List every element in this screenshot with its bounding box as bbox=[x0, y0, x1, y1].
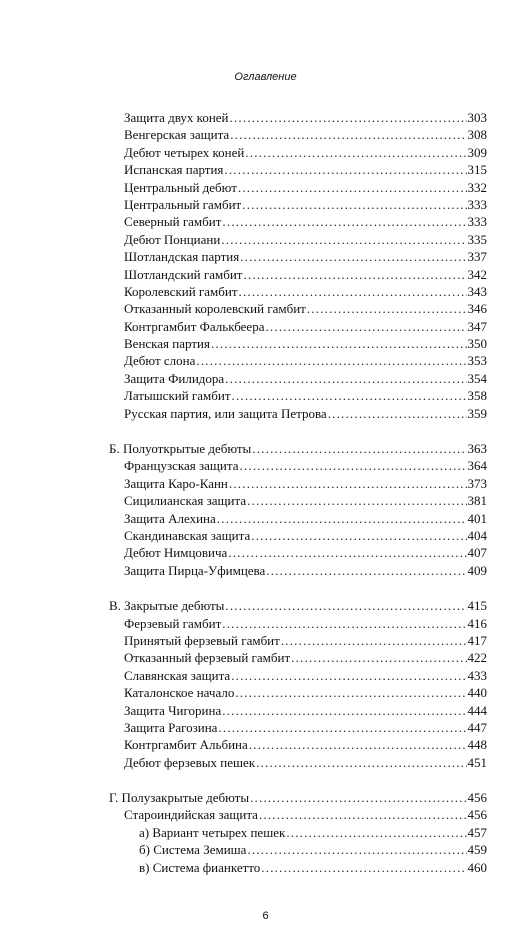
toc-entry bbox=[0, 649, 531, 666]
dot-leader bbox=[249, 736, 467, 753]
page-number: 6 bbox=[262, 910, 269, 922]
section-gap bbox=[0, 771, 531, 789]
dot-leader bbox=[265, 318, 466, 335]
toc-entry-title: Шотландская партия bbox=[124, 249, 240, 265]
toc-entry bbox=[0, 231, 531, 248]
toc-entry-page: 358 bbox=[467, 388, 487, 404]
toc-entry-page: 456 bbox=[467, 790, 487, 806]
toc-entry bbox=[0, 457, 531, 474]
toc-entry-title: Отказанный королевский гамбит bbox=[124, 301, 306, 317]
toc-entry-title: Дебют Понциани bbox=[124, 231, 221, 247]
toc-entry-title: Защита Филидора bbox=[124, 370, 225, 386]
toc-entry bbox=[0, 527, 531, 544]
toc-section-heading bbox=[0, 597, 531, 614]
section-gap bbox=[0, 579, 531, 597]
toc-entry-page: 451 bbox=[467, 754, 487, 770]
toc-entry bbox=[0, 196, 531, 213]
toc-entry-title: Дебют слона bbox=[124, 353, 196, 369]
toc-entry bbox=[0, 684, 531, 701]
toc-entry bbox=[0, 632, 531, 649]
toc-entry-page: 416 bbox=[467, 615, 487, 631]
dot-leader bbox=[222, 213, 466, 230]
toc-entry-page: 415 bbox=[467, 598, 487, 614]
toc-entry-page: 407 bbox=[467, 545, 487, 561]
toc-entry-title: Испанская партия bbox=[124, 162, 224, 178]
dot-leader bbox=[196, 352, 466, 369]
toc-entry-page: 359 bbox=[467, 405, 487, 421]
dot-leader bbox=[251, 527, 466, 544]
toc-entry bbox=[0, 179, 531, 196]
dot-leader bbox=[259, 806, 467, 823]
toc-entry-page: 381 bbox=[467, 493, 487, 509]
dot-leader bbox=[239, 457, 466, 474]
dot-leader bbox=[242, 196, 466, 213]
toc-entry-page: 333 bbox=[467, 214, 487, 230]
toc-entry-page: 308 bbox=[467, 127, 487, 143]
dot-leader bbox=[229, 475, 467, 492]
toc-entry bbox=[0, 510, 531, 527]
toc-entry bbox=[0, 144, 531, 161]
toc-entry-title: в) Система фианкетто bbox=[139, 859, 261, 875]
toc-entry bbox=[0, 475, 531, 492]
toc-entry-page: 422 bbox=[467, 650, 487, 666]
dot-leader bbox=[266, 562, 466, 579]
dot-leader bbox=[235, 684, 466, 701]
toc-entry-page: 347 bbox=[467, 318, 487, 334]
toc-entry bbox=[0, 387, 531, 404]
dot-leader bbox=[222, 702, 466, 719]
toc-entry-title: Центральный дебют bbox=[124, 179, 237, 195]
toc-entry-title: Центральный гамбит bbox=[124, 196, 242, 212]
toc-entry bbox=[0, 754, 531, 771]
toc-entry bbox=[0, 109, 531, 126]
toc-entry-page: 459 bbox=[467, 842, 487, 858]
dot-leader bbox=[232, 387, 467, 404]
dot-leader bbox=[218, 719, 466, 736]
toc-entry-page: 457 bbox=[467, 824, 487, 840]
toc-entry-title: Дебют четырех коней bbox=[124, 144, 245, 160]
toc-entry-title: Принятый ферзевый гамбит bbox=[124, 632, 280, 648]
dot-leader bbox=[238, 179, 467, 196]
toc-entry-title: Северный гамбит bbox=[124, 214, 222, 230]
toc-entry-page: 354 bbox=[467, 370, 487, 386]
toc-entry-title: Защита Пирца-Уфимцева bbox=[124, 562, 266, 578]
dot-leader bbox=[328, 405, 467, 422]
toc-entry-page: 309 bbox=[467, 144, 487, 160]
toc-entry-title: Славянская защита bbox=[124, 667, 231, 683]
toc-entry-page: 447 bbox=[467, 719, 487, 735]
toc-entry-title: Защита Алехина bbox=[124, 510, 216, 526]
toc-section-heading bbox=[0, 440, 531, 457]
toc-entry-page: 342 bbox=[467, 266, 487, 282]
toc-entry bbox=[0, 859, 531, 876]
dot-leader bbox=[286, 824, 466, 841]
dot-leader bbox=[291, 649, 466, 666]
dot-leader bbox=[239, 283, 467, 300]
toc-entry-title: В. Закрытые дебюты bbox=[109, 598, 225, 614]
dot-leader bbox=[243, 266, 466, 283]
toc-entry-page: 448 bbox=[467, 737, 487, 753]
toc-entry-page: 444 bbox=[467, 702, 487, 718]
toc-entry bbox=[0, 824, 531, 841]
toc-entry-title: Венгерская защита bbox=[124, 127, 230, 143]
toc-entry-page: 440 bbox=[467, 685, 487, 701]
toc-entry-page: 332 bbox=[467, 179, 487, 195]
toc-entry-page: 350 bbox=[467, 336, 487, 352]
toc-entry-page: 364 bbox=[467, 458, 487, 474]
toc-entry-title: Каталонское начало bbox=[124, 685, 235, 701]
toc-entry bbox=[0, 126, 531, 143]
toc-section-heading bbox=[0, 789, 531, 806]
toc-entry-title: Русская партия, или защита Петрова bbox=[124, 405, 327, 421]
dot-leader bbox=[211, 335, 467, 352]
toc-entry-title: Защита Рагозина bbox=[124, 719, 218, 735]
toc-entry-title: Староиндийская защита bbox=[124, 807, 258, 823]
toc-entry bbox=[0, 266, 531, 283]
toc-entry-page: 401 bbox=[467, 510, 487, 526]
dot-leader bbox=[256, 754, 466, 771]
dot-leader bbox=[230, 109, 467, 126]
toc-entry-page: 335 bbox=[467, 231, 487, 247]
toc-entry-page: 433 bbox=[467, 667, 487, 683]
running-header: Оглавление bbox=[234, 71, 297, 83]
toc-entry bbox=[0, 544, 531, 561]
toc-entry-page: 404 bbox=[467, 527, 487, 543]
toc-entry bbox=[0, 492, 531, 509]
toc-entry-title: Защита Чигорина bbox=[124, 702, 222, 718]
dot-leader bbox=[225, 370, 466, 387]
dot-leader bbox=[224, 161, 466, 178]
toc-entry bbox=[0, 352, 531, 369]
toc-entry bbox=[0, 736, 531, 753]
toc-entry-title: б) Система Земиша bbox=[139, 842, 247, 858]
toc-entry-title: Ферзевый гамбит bbox=[124, 615, 222, 631]
toc-entry bbox=[0, 318, 531, 335]
toc-entry bbox=[0, 161, 531, 178]
toc-entry-title: Скандинавская защита bbox=[124, 527, 251, 543]
toc-entry bbox=[0, 702, 531, 719]
toc-entry bbox=[0, 335, 531, 352]
toc-entry-title: Защита Каро-Канн bbox=[124, 475, 228, 491]
dot-leader bbox=[225, 597, 466, 614]
dot-leader bbox=[261, 859, 466, 876]
dot-leader bbox=[228, 544, 466, 561]
dot-leader bbox=[221, 231, 466, 248]
toc-entry bbox=[0, 562, 531, 579]
dot-leader bbox=[247, 492, 466, 509]
toc-entry-page: 333 bbox=[467, 196, 487, 212]
toc-entry bbox=[0, 719, 531, 736]
toc-entry-page: 363 bbox=[467, 441, 487, 457]
toc-entry-title: Контргамбит Альбина bbox=[124, 737, 248, 753]
toc-entry bbox=[0, 370, 531, 387]
toc-entry-title: Контргамбит Фалькбеера bbox=[124, 318, 265, 334]
toc-entry-page: 353 bbox=[467, 353, 487, 369]
toc-entry bbox=[0, 300, 531, 317]
dot-leader bbox=[247, 841, 466, 858]
toc-entry bbox=[0, 615, 531, 632]
dot-leader bbox=[240, 248, 466, 265]
toc-entry-title: Дебют ферзевых пешек bbox=[124, 754, 256, 770]
dot-leader bbox=[230, 126, 466, 143]
toc-entry-title: Дебют Нимцовича bbox=[124, 545, 228, 561]
toc-entry-page: 409 bbox=[467, 562, 487, 578]
toc-entry-title: Г. Полузакрытые дебюты bbox=[109, 790, 250, 806]
toc-entry bbox=[0, 283, 531, 300]
toc-entry-title: Сицилианская защита bbox=[124, 493, 247, 509]
toc-entry-title: Королевский гамбит bbox=[124, 283, 238, 299]
toc-entry-page: 343 bbox=[467, 283, 487, 299]
toc-entry bbox=[0, 213, 531, 230]
toc-entry-title: а) Вариант четырех пешек bbox=[139, 824, 286, 840]
toc-entry-title: Отказанный ферзевый гамбит bbox=[124, 650, 291, 666]
toc-entry-page: 456 bbox=[467, 807, 487, 823]
toc-entry-page: 303 bbox=[467, 110, 487, 125]
toc-entry bbox=[0, 405, 531, 422]
toc-entry-page: 315 bbox=[467, 162, 487, 178]
toc-entry bbox=[0, 248, 531, 265]
toc-entry-title: Французская защита bbox=[124, 458, 239, 474]
section-gap bbox=[0, 422, 531, 440]
dot-leader bbox=[217, 510, 467, 527]
toc-entry-page: 373 bbox=[467, 475, 487, 491]
toc-entry-page: 460 bbox=[467, 859, 487, 875]
toc-entry-title: Защита двух коней bbox=[124, 110, 229, 125]
toc-entry bbox=[0, 841, 531, 858]
dot-leader bbox=[250, 789, 466, 806]
toc-entry bbox=[0, 806, 531, 823]
toc-entry-title: Шотландский гамбит bbox=[124, 266, 243, 282]
dot-leader bbox=[245, 144, 466, 161]
toc-entry-title: Б. Полуоткрытые дебюты bbox=[109, 441, 252, 457]
dot-leader bbox=[231, 667, 466, 684]
toc-entry-page: 337 bbox=[467, 249, 487, 265]
dot-leader bbox=[281, 632, 467, 649]
toc-entry-title: Венская партия bbox=[124, 336, 210, 352]
toc-entry-page: 346 bbox=[467, 301, 487, 317]
dot-leader bbox=[252, 440, 466, 457]
dot-leader bbox=[307, 300, 467, 317]
table-of-contents bbox=[0, 109, 531, 876]
toc-entry-title: Латышский гамбит bbox=[124, 388, 231, 404]
toc-entry-page: 417 bbox=[467, 632, 487, 648]
dot-leader bbox=[222, 615, 466, 632]
toc-entry bbox=[0, 667, 531, 684]
